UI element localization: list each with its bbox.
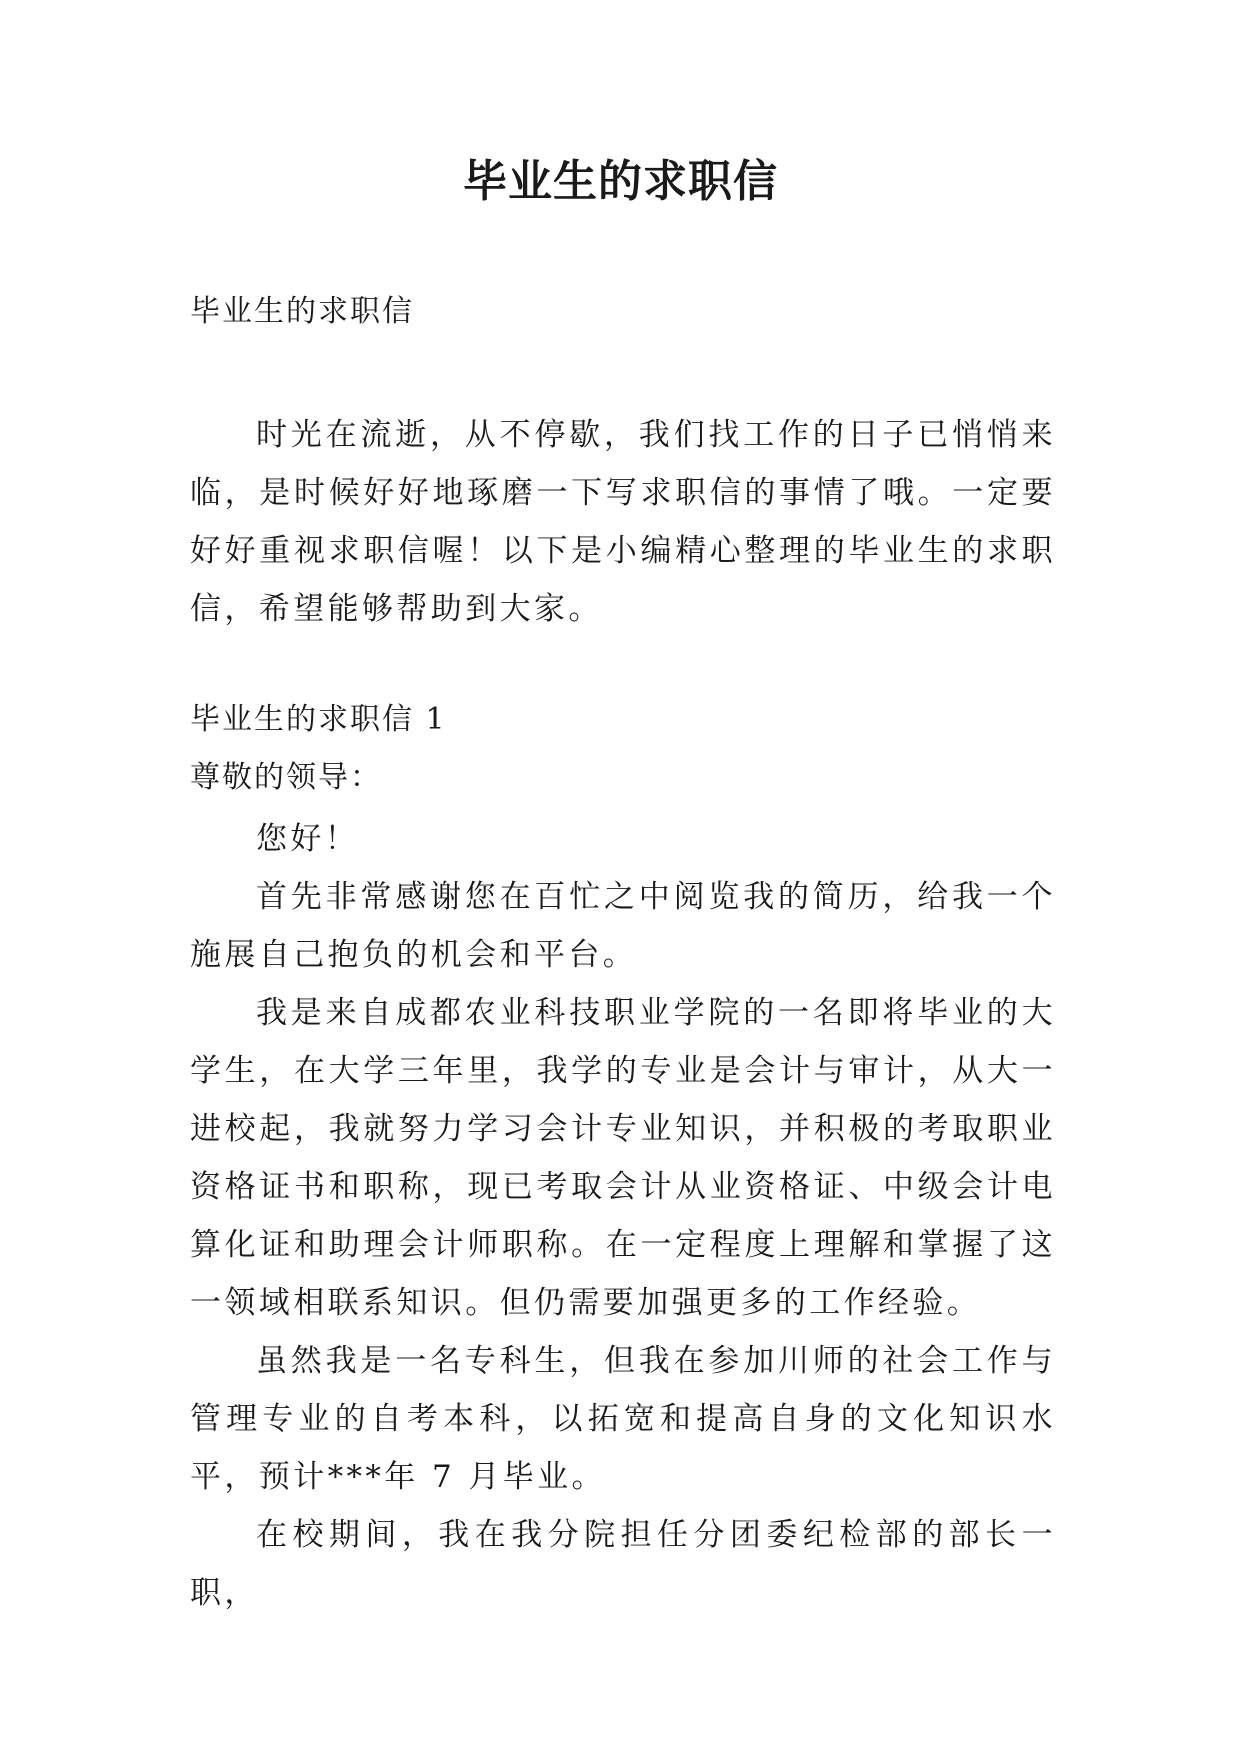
- intro-paragraph: 时光在流逝，从不停歇，我们找工作的日子已悄悄来临，是时候好好地琢磨一下写求职信的事情了哦。一定要好好重视求职信喔！以下是小编精心整理的毕业生的求职信，希望能够帮助到大家。: [190, 417, 1056, 627]
- letter-body: [190, 810, 1056, 1622]
- letter-greeting: 您好！: [256, 821, 360, 857]
- document-title: 毕业生的求职信: [463, 156, 778, 207]
- letter-paragraph: 在校期间，我在我分院担任分团委纪检部的部长一职，: [190, 1517, 1056, 1611]
- letter-paragraph: 虽然我是一名专科生，但我在参加川师的社会工作与管理专业的自考本科，以拓宽和提高自身的文化知识水平，预计***年 7 月毕业。: [190, 1343, 1056, 1495]
- letter-salutation: 尊敬的领导：: [190, 760, 382, 795]
- section-heading: 毕业生的求职信 1: [190, 702, 447, 737]
- letter-paragraph: 我是来自成都农业科技职业学院的一名即将毕业的大学生，在大学三年里，我学的专业是会计与审计，从大一进校起，我就努力学习会计专业知识，并积极的考取职业资格证书和职称，现已考取会计从业资格证、中级会计电算化证和助理会计师职称。在一定程度上理解和掌握了这一领域相联系知识。但仍需要加强更多的工作经验。: [190, 995, 1056, 1321]
- letter-paragraph: 首先非常感谢您在百忙之中阅览我的简历，给我一个施展自己抱负的机会和平台。: [190, 879, 1056, 973]
- document-subtitle: 毕业生的求职信: [190, 294, 414, 329]
